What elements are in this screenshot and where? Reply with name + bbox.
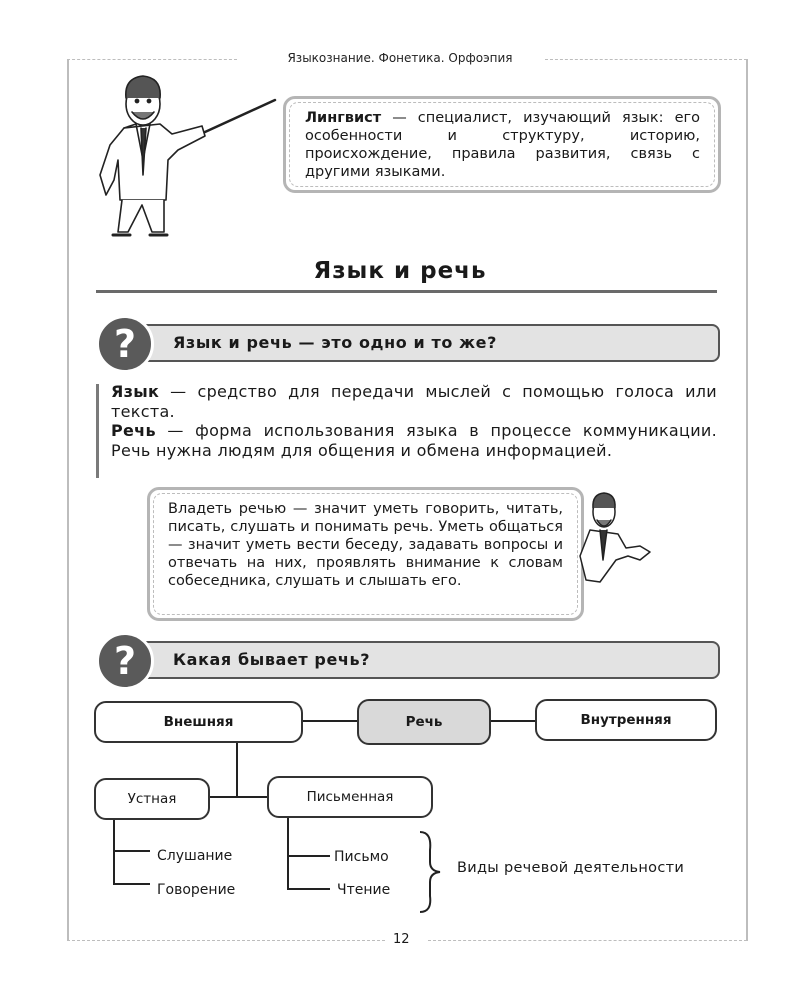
question-bar-1 — [124, 324, 720, 362]
question-mark-icon: ? — [96, 315, 154, 373]
node-written-speech: Письменная — [267, 776, 433, 818]
node-external-speech: Внешняя — [94, 701, 303, 743]
leaf-writing: Письмо — [334, 849, 389, 865]
question-1-text: Язык и речь — это одно и то же? — [173, 333, 497, 352]
brace-label: Виды речевой деятельности — [457, 860, 685, 876]
speech-note-bubble — [147, 487, 584, 621]
leaf-speaking: Говорение — [157, 882, 236, 898]
frame-left — [67, 59, 69, 941]
page-number: 12 — [393, 932, 410, 947]
leaf-reading: Чтение — [337, 882, 391, 898]
frame-bottom-right — [428, 940, 747, 941]
question-2-text: Какая бывает речь? — [173, 650, 371, 669]
question-bar-2 — [124, 641, 720, 679]
frame-bottom-left — [67, 940, 385, 941]
node-internal-speech: Внутренняя — [535, 699, 717, 741]
frame-right — [746, 59, 748, 941]
linguist-definition: Лингвист — специалист, изучающий язык: его особенности и структуру, историю, происхождение, правила развития, связь с другими языками. — [305, 110, 700, 180]
title-underline — [96, 290, 717, 293]
definition-speech: Речь — форма использования языка в процессе коммуникации. Речь нужна людям для общения и обмена информацией. — [111, 421, 717, 460]
leaf-listening: Слушание — [157, 848, 233, 864]
section-title: Язык и речь — [313, 258, 487, 284]
question-mark-icon: ? — [96, 632, 154, 690]
definition-side-bar — [96, 384, 99, 478]
node-speech-root: Речь — [357, 699, 491, 745]
linguist-definition-bubble — [283, 96, 721, 193]
definition-language: Язык — средство для передачи мыслей с помощью голоса или текста. — [111, 382, 717, 421]
node-oral-speech: Устная — [94, 778, 210, 820]
running-head: Языкознание. Фонетика. Орфоэпия — [0, 51, 800, 65]
speech-note-text: Владеть речью — значит уметь говорить, читать, писать, слушать и понимать речь. Уметь общаться — значит уметь вести беседу, задавать вопросы и отвечать на них, проявлять внимание к словам собеседника, слушать и слышать его. — [168, 501, 563, 589]
